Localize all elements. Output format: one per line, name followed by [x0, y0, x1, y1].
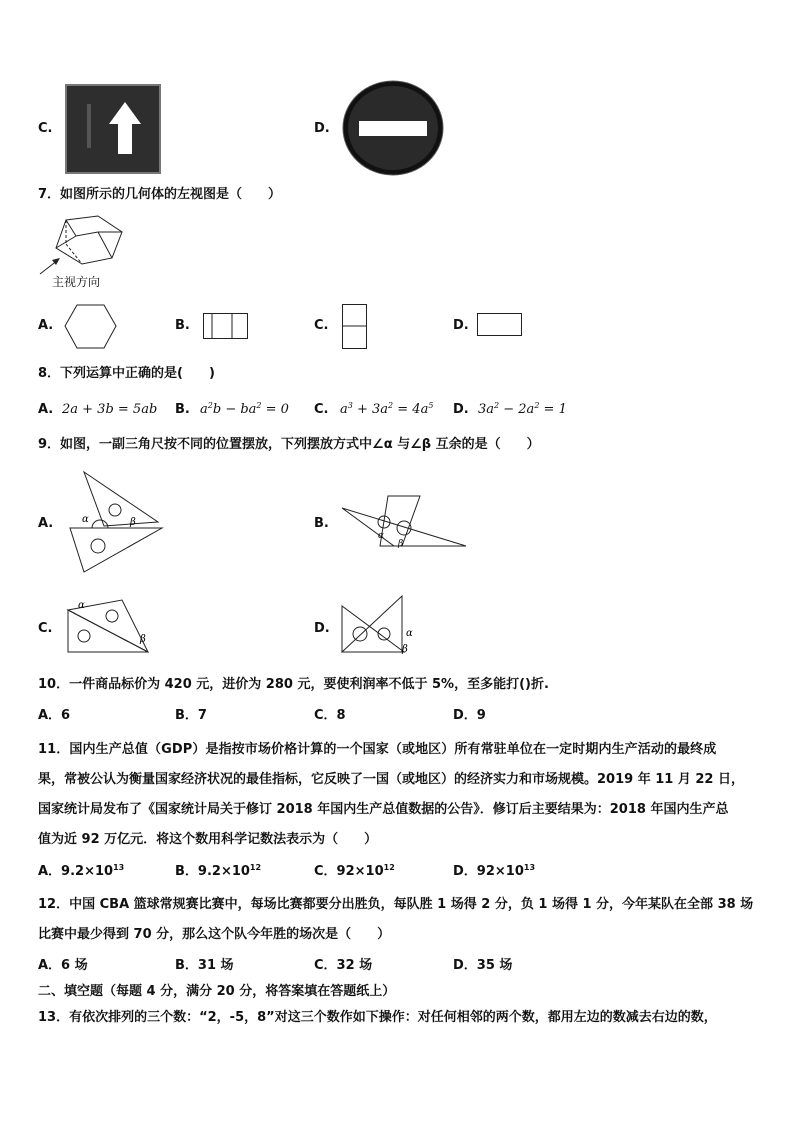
alpha-label: α	[406, 628, 413, 639]
q7-option-c-label: C.	[314, 318, 329, 333]
q8-option-b-expression: $a^2b - ba^2 = 0$	[200, 401, 289, 417]
q11-option-b: B．$9.2\times 10^{12}$	[175, 863, 262, 879]
q10-option-b: B．7	[175, 708, 207, 723]
alpha-label: α	[78, 600, 85, 611]
q11-line-4: 值为近 92 万亿元．将这个数用科学记数法表示为（ ）	[38, 832, 378, 847]
q11-line-2: 果，常被公认为衡量国家经济状况的最佳指标，它反映了一国（或地区）的经济实力和市场规模。2019 年 11 月 22 日，	[38, 772, 744, 787]
q6-option-d-label: D.	[314, 121, 330, 136]
q8-option-d-expression: $3a^2 - 2a^2 = 1$	[478, 401, 567, 417]
q7-view-direction-caption: 主视方向	[52, 275, 101, 289]
q9-option-b-label: B.	[314, 516, 329, 531]
q8-option-d-label: D.	[453, 402, 469, 417]
stacked-rectangles-option-figure	[342, 304, 368, 350]
single-rectangle-option-figure	[477, 313, 523, 337]
q9-figure-c	[66, 598, 152, 656]
q12-line-2: 比赛中最少得到 70 分，那么这个队今年胜的场次是（ ）	[38, 927, 391, 942]
q8-option-a-label: A.	[38, 402, 54, 417]
q7-option-a-label: A.	[38, 318, 54, 333]
arrow-up-icon	[67, 86, 159, 172]
q9-option-d-label: D.	[314, 621, 330, 636]
q11-option-d: D．$92\times 10^{13}$	[453, 863, 536, 879]
beta-label: β	[398, 539, 404, 549]
q6-option-c-label: C.	[38, 121, 53, 136]
q10-option-a: A．6	[38, 708, 71, 723]
q9-figure-b	[340, 494, 470, 552]
alpha-label: α	[378, 531, 385, 541]
q9-figure-d	[340, 594, 426, 658]
q12-option-d: D．35 场	[453, 958, 513, 973]
q12-option-a: A．6 场	[38, 958, 88, 973]
q11-option-a: A．$9.2\times 10^{13}$	[38, 863, 125, 879]
q7-option-d-label: D.	[453, 318, 469, 333]
q10-option-d: D．9	[453, 708, 486, 723]
q8-option-b-label: B.	[175, 402, 190, 417]
q9-stem: 9．如图，一副三角尺按不同的位置摆放，下列摆放方式中∠α 与∠β 互余的是（ ）	[38, 437, 540, 452]
q8-stem: 8．下列运算中正确的是( )	[38, 366, 215, 381]
q7-option-b-label: B.	[175, 318, 190, 333]
q9-option-a-label: A.	[38, 516, 54, 531]
q9-figure-a	[68, 470, 164, 574]
no-entry-sign-image	[342, 80, 444, 176]
beta-label: β	[402, 644, 408, 655]
beta-label: β	[130, 517, 136, 528]
hexagonal-prism-figure	[38, 214, 138, 274]
q13-line-1: 13．有依次排列的三个数：“2，-5，8”对这三个数作如下操作：对任何相邻的两个数，都用左边的数减去右边的数，	[38, 1010, 717, 1025]
three-rectangles-option-figure	[203, 313, 249, 341]
q11-line-1: 11．国内生产总值（GDP）是指按市场价格计算的一个国家（或地区）所有常驻单位在一定时期内生产活动的最终成	[38, 742, 717, 757]
no-entry-icon	[342, 80, 444, 176]
q8-option-c-expression: $a^3 + 3a^2 = 4a^5$	[340, 401, 434, 417]
q12-line-1: 12．中国 CBA 篮球常规赛比赛中，每场比赛都要分出胜负，每队胜 1 场得 2 分，负 1 场得 1 分，今年某队在全部 38 场	[38, 897, 754, 912]
q10-stem: 10．一件商品标价为 420 元，进价为 280 元，要使利润率不低于 5%，至多能打()折.	[38, 677, 549, 692]
alpha-label: α	[82, 514, 89, 525]
q8-option-c-label: C.	[314, 402, 329, 417]
q12-option-c: C．32 场	[314, 958, 373, 973]
q11-option-c: C．$92\times 10^{12}$	[314, 863, 395, 879]
q8-option-a-expression: 2a + 3b = 5ab	[62, 402, 158, 417]
q11-line-3: 国家统计局发布了《国家统计局关于修订 2018 年国内生产总值数据的公告》．修订后主要结果为：2018 年国内生产总	[38, 802, 729, 817]
beta-label: β	[140, 634, 146, 645]
q7-stem: 7．如图所示的几何体的左视图是（ ）	[38, 187, 282, 202]
q9-option-c-label: C.	[38, 621, 53, 636]
section-2-heading: 二、填空题（每题 4 分，满分 20 分，将答案填在答题纸上）	[38, 984, 396, 999]
q10-option-c: C．8	[314, 708, 346, 723]
up-arrow-sign-image	[65, 84, 161, 174]
hexagon-option-figure	[64, 304, 118, 350]
q12-option-b: B．31 场	[175, 958, 234, 973]
